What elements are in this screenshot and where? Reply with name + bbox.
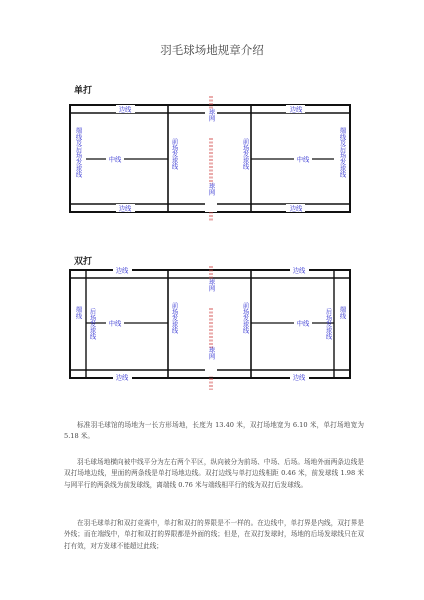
doubles-section-label: 双打 (74, 257, 93, 267)
singles-sideline-label: 边线 (118, 205, 132, 213)
paragraph-court-dimensions: 标准羽毛球馆的场地为一长方形场地，长度为 13.40 米，双打场地宽为 6.10 米，单打场地宽为 5.18 米。 (64, 421, 364, 441)
singles-short-service-label: 前场发球线 (170, 138, 178, 170)
paragraph-court-zones: 羽毛球场地横向被中线平分为左右两个平区，纵向被分为前场、中场、后场。场地外面两条边线是双打场地边线，里面的两条线是单打场地边线。双打边线与单打边线相距 0.46 米，前发球线 1.98 米与网平行的两条线为前发球线，离端线 0.76 米与端线相平行的线为双打后发球线。 (64, 458, 364, 489)
paragraph-singles-doubles-boundaries: 在羽毛球单打和双打竞赛中，单打和双打的界限是不一样的。在边线中，单打界是内线，双打界是外线；而在端线中，单打和双打的界限都是外面的线；但是，在双打发球时，场地的后场发球线只在双打有效，对方发球不能超过此线； (64, 519, 364, 550)
singles-sideline-label: 边线 (289, 205, 303, 213)
singles-section-label: 单打 (74, 86, 93, 96)
singles-back-boundary-label: 端线及后场发球线 (338, 127, 346, 178)
doubles-centerline-label: 中线 (296, 320, 310, 328)
singles-back-boundary-label: 端线及后场发球线 (74, 127, 82, 178)
doubles-short-service-label: 前场发球线 (241, 302, 249, 334)
doubles-short-service-label: 前场发球线 (170, 302, 178, 334)
doubles-centerline-label: 中线 (108, 320, 122, 328)
singles-short-service-label: 前场发球线 (241, 138, 249, 170)
doubles-long-service-label: 后场发球线 (88, 308, 96, 340)
singles-sideline-label: 边线 (118, 106, 132, 114)
singles-centerline-label: 中线 (108, 156, 122, 164)
singles-centerline-label: 中线 (296, 156, 310, 164)
singles-net-label: 球网 (207, 182, 215, 196)
singles-net-label: 球网 (207, 108, 215, 122)
doubles-sideline-label: 边线 (292, 374, 306, 382)
doubles-net-label: 球网 (207, 278, 215, 292)
doubles-court-diagram (0, 266, 424, 404)
doubles-net-label: 球网 (207, 346, 215, 360)
page-title: 羽毛球场地规章介绍 (160, 43, 264, 57)
doubles-sideline-label: 边线 (115, 374, 129, 382)
doubles-back-boundary-label: 端线 (74, 306, 82, 319)
doubles-sideline-label: 边线 (115, 267, 129, 275)
doubles-back-boundary-label: 端线 (338, 306, 346, 319)
doubles-sideline-label: 边线 (292, 267, 306, 275)
doubles-long-service-label: 后场发球线 (324, 308, 332, 340)
singles-court-diagram (0, 96, 424, 226)
singles-sideline-label: 边线 (289, 106, 303, 114)
